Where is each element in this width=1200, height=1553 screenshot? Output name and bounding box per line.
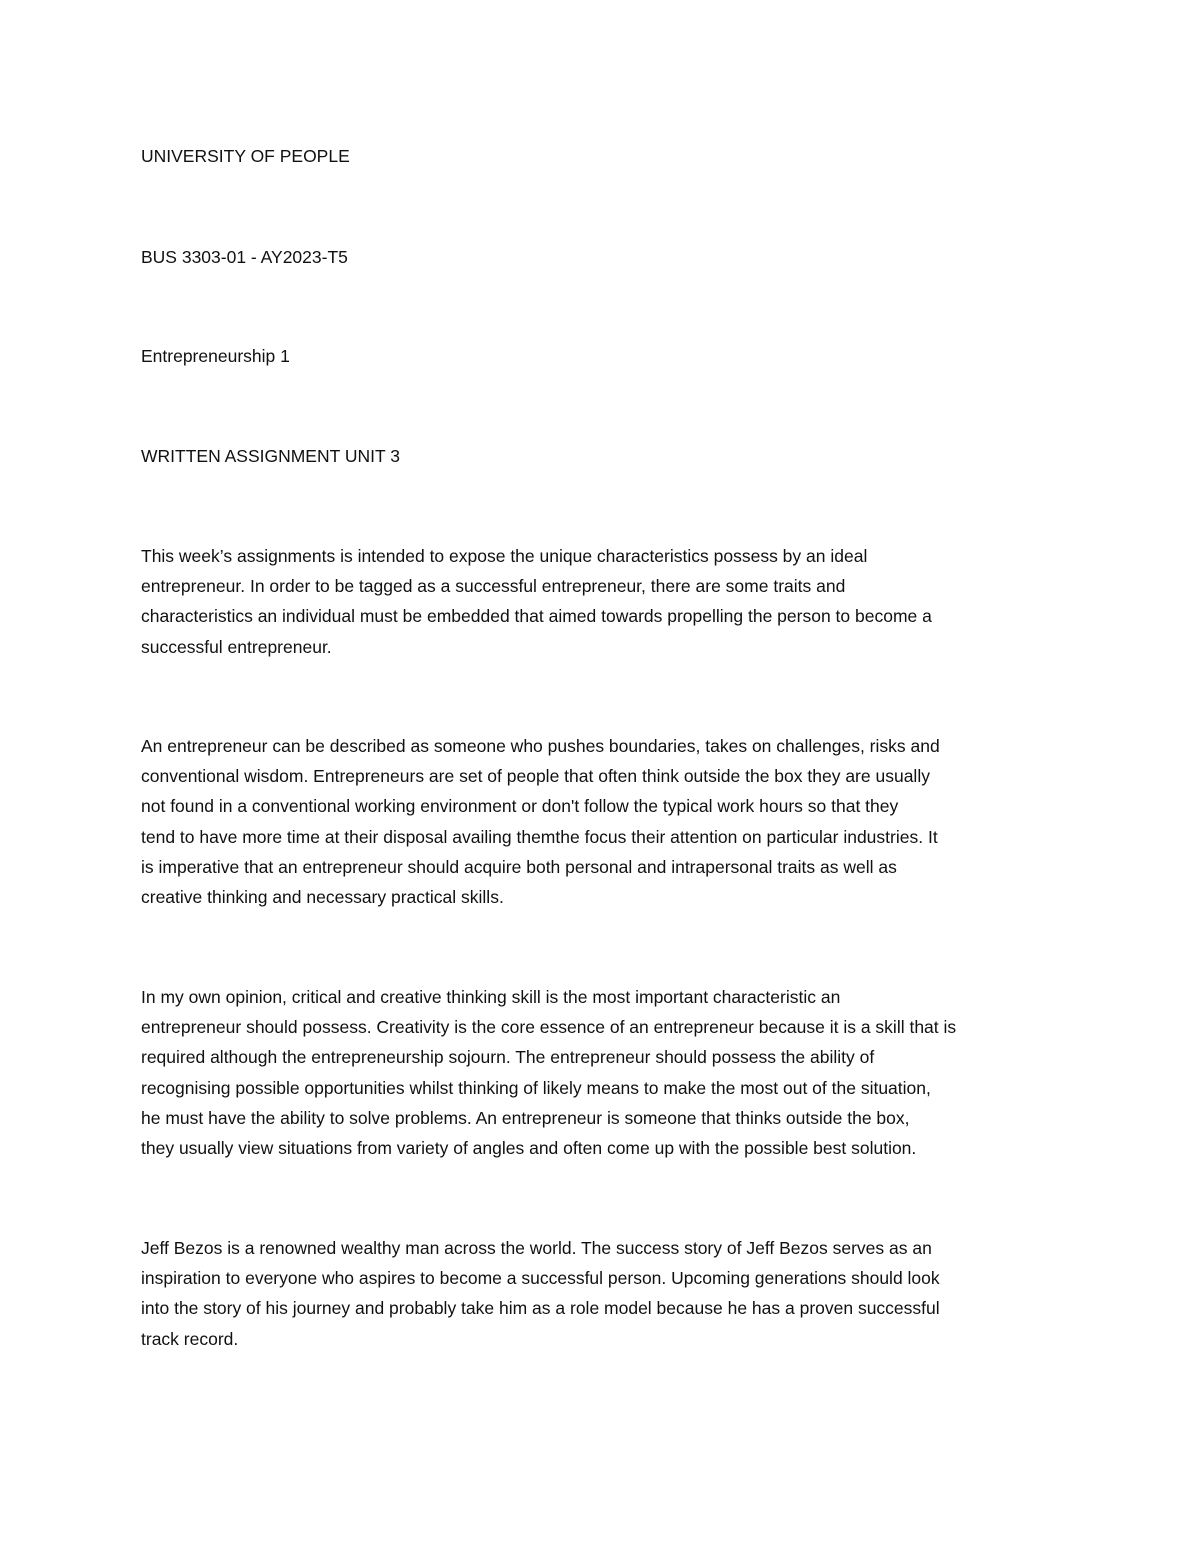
paragraph-line: An entrepreneur can be described as someone who pushes boundaries, takes on challenges, risks and <box>141 736 940 756</box>
paragraph-line: successful entrepreneur. <box>141 636 332 657</box>
paragraph-example <box>141 1233 1059 1354</box>
paragraph-intro <box>141 541 1059 662</box>
paragraph-line: Jeff Bezos is a renowned wealthy man across the world. The success story of Jeff Bezos serves as an <box>141 1238 932 1258</box>
paragraph-line: recognising possible opportunities whilst thinking of likely means to make the most out of the situation, <box>141 1077 931 1098</box>
paragraph-definition <box>141 731 1059 912</box>
paragraph-line: he must have the ability to solve problems. An entrepreneur is someone that thinks outside the box, <box>141 1107 910 1128</box>
paragraph-line: tend to have more time at their disposal availing themthe focus their attention on particular industries. It <box>141 826 938 847</box>
paragraph-line: not found in a conventional working environment or don't follow the typical work hours so that they <box>141 796 899 817</box>
paragraph-line: inspiration to everyone who aspires to become a successful person. Upcoming generations should look <box>141 1268 940 1289</box>
paragraph-line: In my own opinion, critical and creative thinking skill is the most important characteristic an <box>141 987 841 1007</box>
paragraph-line: creative thinking and necessary practical skills. <box>141 887 504 908</box>
paragraph-line: entrepreneur. In order to be tagged as a successful entrepreneur, there are some traits and <box>141 576 846 597</box>
assignment-title: WRITTEN ASSIGNMENT UNIT 3 <box>141 446 400 466</box>
paragraph-line: required although the entrepreneurship sojourn. The entrepreneur should possess the ability of <box>141 1047 875 1068</box>
course-code: BUS 3303-01 - AY2023-T5 <box>141 247 348 267</box>
paragraph-line: entrepreneur should possess. Creativity is the core essence of an entrepreneur because it is a skill that is <box>141 1017 957 1038</box>
paragraph-line: track record. <box>141 1328 239 1349</box>
paragraph-line: This week’s assignments is intended to expose the unique characteristics possess by an ideal <box>141 546 868 566</box>
course-name: Entrepreneurship 1 <box>141 346 290 366</box>
paragraph-line: into the story of his journey and probably take him as a role model because he has a proven successful <box>141 1298 940 1319</box>
paragraph-line: they usually view situations from variety of angles and often come up with the possible best solution. <box>141 1138 917 1159</box>
university-name: UNIVERSITY OF PEOPLE <box>141 146 350 166</box>
paragraph-line: characteristics an individual must be embedded that aimed towards propelling the person to become a <box>141 606 932 627</box>
paragraph-opinion <box>141 982 1059 1163</box>
paragraph-line: conventional wisdom. Entrepreneurs are set of people that often think outside the box they are usually <box>141 766 930 787</box>
paragraph-line: is imperative that an entrepreneur should acquire both personal and intrapersonal traits as well as <box>141 856 897 877</box>
